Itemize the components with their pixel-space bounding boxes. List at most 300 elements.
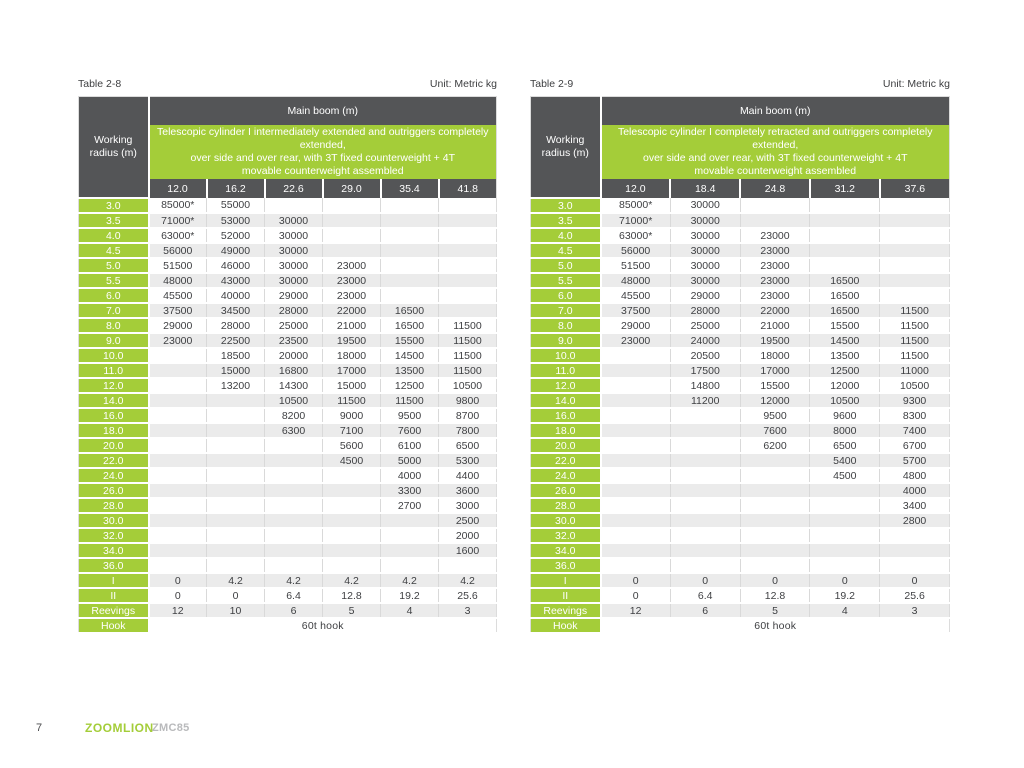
load-value-cell	[323, 198, 381, 213]
row-label: II	[531, 588, 601, 603]
load-value-cell: 28000	[265, 303, 323, 318]
row-label: 3.0	[531, 198, 601, 213]
load-value-cell	[670, 423, 740, 438]
load-value-cell	[207, 513, 265, 528]
row-label: 28.0	[531, 498, 601, 513]
table-row	[79, 273, 497, 288]
load-value-cell: 7600	[740, 423, 810, 438]
load-value-cell: 30000	[670, 198, 740, 213]
row-label: 12.0	[531, 378, 601, 393]
hook-value-cell: 60t hook	[601, 618, 950, 633]
load-value-cell	[740, 528, 810, 543]
table-row	[531, 273, 950, 288]
load-value-cell: 28000	[207, 318, 265, 333]
load-value-cell	[323, 483, 381, 498]
table-row	[79, 348, 497, 363]
boom-length-header: 12.0	[149, 179, 207, 198]
load-value-cell: 25.6	[880, 588, 950, 603]
load-value-cell: 12500	[810, 363, 880, 378]
boom-length-header: 37.6	[880, 179, 950, 198]
row-label: 10.0	[79, 348, 149, 363]
load-value-cell	[810, 228, 880, 243]
load-value-cell	[810, 198, 880, 213]
load-value-cell	[149, 453, 207, 468]
load-value-cell: 4000	[880, 483, 950, 498]
row-label: 5.0	[79, 258, 149, 273]
row-label: 18.0	[531, 423, 601, 438]
load-value-cell: 12	[601, 603, 671, 618]
load-value-cell: 28000	[670, 303, 740, 318]
load-value-cell: 1600	[439, 543, 497, 558]
load-value-cell	[880, 258, 950, 273]
load-value-cell	[810, 483, 880, 498]
row-label: 34.0	[531, 543, 601, 558]
row-label: 5.5	[531, 273, 601, 288]
row-label: 36.0	[79, 558, 149, 573]
condition-line: over side and over rear, with 3T fixed counterweight + 4T	[643, 151, 908, 164]
load-value-cell: 14500	[381, 348, 439, 363]
load-value-cell: 23000	[740, 228, 810, 243]
table-row	[531, 363, 950, 378]
load-value-cell	[207, 438, 265, 453]
load-value-cell: 19500	[740, 333, 810, 348]
load-value-cell: 30000	[670, 273, 740, 288]
load-value-cell: 22000	[323, 303, 381, 318]
load-value-cell: 8200	[265, 408, 323, 423]
load-value-cell: 8300	[880, 408, 950, 423]
load-value-cell: 19.2	[810, 588, 880, 603]
load-value-cell: 9500	[740, 408, 810, 423]
load-value-cell	[601, 543, 671, 558]
load-value-cell: 11500	[880, 348, 950, 363]
table-row	[531, 423, 950, 438]
load-value-cell	[670, 453, 740, 468]
load-value-cell	[880, 198, 950, 213]
table-row	[531, 198, 950, 213]
load-value-cell	[323, 498, 381, 513]
load-value-cell: 3400	[880, 498, 950, 513]
load-value-cell: 11500	[880, 318, 950, 333]
load-value-cell: 5700	[880, 453, 950, 468]
load-value-cell: 5600	[323, 438, 381, 453]
condition-note	[601, 125, 950, 180]
load-value-cell: 30000	[670, 258, 740, 273]
table-row	[79, 288, 497, 303]
load-value-cell: 9800	[439, 393, 497, 408]
unit-label: Unit: Metric kg	[429, 78, 497, 90]
main-boom-header: Main boom (m)	[149, 97, 497, 125]
condition-line: over side and over rear, with 3T fixed counterweight + 4T	[190, 151, 455, 164]
row-label: Reevings	[531, 603, 601, 618]
load-value-cell: 25000	[670, 318, 740, 333]
table-row	[531, 603, 950, 618]
load-value-cell	[265, 468, 323, 483]
load-value-cell: 6	[265, 603, 323, 618]
load-value-cell: 15500	[810, 318, 880, 333]
load-value-cell	[149, 483, 207, 498]
load-value-cell: 52000	[207, 228, 265, 243]
load-value-cell: 16500	[381, 318, 439, 333]
table-row	[79, 363, 497, 378]
row-label: 20.0	[79, 438, 149, 453]
table-row	[531, 453, 950, 468]
load-value-cell: 4400	[439, 468, 497, 483]
load-value-cell	[149, 498, 207, 513]
boom-length-header: 22.6	[265, 179, 323, 198]
load-value-cell	[323, 468, 381, 483]
load-value-cell: 6.4	[265, 588, 323, 603]
load-value-cell	[265, 438, 323, 453]
load-value-cell: 30000	[265, 273, 323, 288]
load-value-cell	[323, 243, 381, 258]
load-value-cell: 4.2	[381, 573, 439, 588]
load-value-cell	[323, 543, 381, 558]
load-value-cell: 10500	[265, 393, 323, 408]
load-value-cell	[323, 558, 381, 573]
table-2-8-section	[78, 78, 497, 634]
load-value-cell: 17000	[740, 363, 810, 378]
load-value-cell: 0	[880, 573, 950, 588]
load-value-cell: 13500	[810, 348, 880, 363]
row-label: 30.0	[531, 513, 601, 528]
load-value-cell	[810, 528, 880, 543]
load-chart-body	[79, 198, 497, 633]
load-value-cell: 3	[880, 603, 950, 618]
table-row	[79, 498, 497, 513]
row-label: 30.0	[79, 513, 149, 528]
table-row	[531, 468, 950, 483]
load-value-cell: 15500	[381, 333, 439, 348]
load-value-cell: 14800	[670, 378, 740, 393]
load-value-cell	[740, 498, 810, 513]
load-value-cell: 11500	[439, 333, 497, 348]
table-row	[531, 228, 950, 243]
load-value-cell: 7100	[323, 423, 381, 438]
table-row	[79, 603, 497, 618]
table-row	[531, 348, 950, 363]
row-label: 3.5	[531, 213, 601, 228]
load-value-cell	[601, 378, 671, 393]
load-value-cell: 8000	[810, 423, 880, 438]
table-row	[79, 438, 497, 453]
load-value-cell	[265, 483, 323, 498]
load-value-cell	[601, 468, 671, 483]
load-value-cell: 25.6	[439, 588, 497, 603]
load-value-cell	[149, 393, 207, 408]
load-value-cell	[740, 543, 810, 558]
load-value-cell: 14500	[810, 333, 880, 348]
load-value-cell: 71000*	[601, 213, 671, 228]
load-value-cell	[439, 558, 497, 573]
load-value-cell: 11500	[323, 393, 381, 408]
load-value-cell	[323, 513, 381, 528]
load-value-cell: 9500	[381, 408, 439, 423]
zoomlion-logo: ZOOMLION	[85, 721, 154, 735]
load-value-cell	[439, 273, 497, 288]
load-value-cell: 5400	[810, 453, 880, 468]
load-value-cell	[810, 213, 880, 228]
hook-row	[79, 618, 497, 633]
table-row	[531, 543, 950, 558]
load-value-cell: 30000	[265, 243, 323, 258]
load-value-cell: 45500	[601, 288, 671, 303]
load-value-cell: 0	[810, 573, 880, 588]
load-value-cell: 55000	[207, 198, 265, 213]
load-value-cell	[810, 498, 880, 513]
load-value-cell	[810, 243, 880, 258]
load-value-cell: 3600	[439, 483, 497, 498]
load-value-cell: 15000	[323, 378, 381, 393]
load-value-cell: 34500	[207, 303, 265, 318]
load-value-cell	[880, 288, 950, 303]
row-label: 4.0	[531, 228, 601, 243]
load-value-cell: 3300	[381, 483, 439, 498]
load-value-cell: 56000	[601, 243, 671, 258]
table-row	[531, 558, 950, 573]
table-row	[79, 378, 497, 393]
row-label: 3.5	[79, 213, 149, 228]
load-chart-body	[531, 198, 950, 633]
load-value-cell	[601, 408, 671, 423]
load-value-cell: 11500	[381, 393, 439, 408]
load-value-cell: 3000	[439, 498, 497, 513]
load-value-cell	[265, 513, 323, 528]
table-row	[79, 423, 497, 438]
load-value-cell: 11500	[439, 318, 497, 333]
load-value-cell: 20500	[670, 348, 740, 363]
load-value-cell: 0	[207, 588, 265, 603]
page-number: 7	[36, 722, 43, 734]
row-label: 22.0	[79, 453, 149, 468]
table-row	[531, 258, 950, 273]
load-value-cell: 15500	[740, 378, 810, 393]
boom-length-header: 31.2	[810, 179, 880, 198]
load-value-cell	[149, 558, 207, 573]
load-value-cell: 9000	[323, 408, 381, 423]
load-value-cell: 29000	[149, 318, 207, 333]
table-caption-row	[530, 78, 950, 90]
load-value-cell: 4	[381, 603, 439, 618]
load-value-cell	[149, 543, 207, 558]
load-value-cell	[601, 423, 671, 438]
boom-length-header: 24.8	[740, 179, 810, 198]
table-row	[531, 588, 950, 603]
load-value-cell	[381, 198, 439, 213]
load-value-cell	[601, 513, 671, 528]
load-value-cell	[601, 558, 671, 573]
row-label: 24.0	[79, 468, 149, 483]
load-value-cell: 0	[740, 573, 810, 588]
table-row	[79, 393, 497, 408]
load-value-cell: 6.4	[670, 588, 740, 603]
load-value-cell	[439, 228, 497, 243]
row-label: 24.0	[531, 468, 601, 483]
row-label: 32.0	[531, 528, 601, 543]
load-value-cell: 8700	[439, 408, 497, 423]
load-value-cell: 29000	[265, 288, 323, 303]
load-value-cell	[381, 273, 439, 288]
table-row	[79, 513, 497, 528]
load-value-cell: 7400	[880, 423, 950, 438]
load-value-cell	[740, 558, 810, 573]
load-value-cell: 30000	[265, 213, 323, 228]
load-value-cell: 63000*	[149, 228, 207, 243]
boom-length-header: 18.4	[670, 179, 740, 198]
load-value-cell: 4500	[323, 453, 381, 468]
load-value-cell: 23000	[323, 288, 381, 303]
table-row	[79, 198, 497, 213]
table-row	[79, 483, 497, 498]
load-value-cell	[880, 528, 950, 543]
main-boom-header: Main boom (m)	[601, 97, 950, 125]
hook-row-label: Hook	[531, 618, 601, 633]
load-value-cell: 24000	[670, 333, 740, 348]
load-value-cell: 16500	[381, 303, 439, 318]
load-value-cell: 7600	[381, 423, 439, 438]
row-label: 16.0	[531, 408, 601, 423]
table-row	[79, 528, 497, 543]
load-value-cell	[740, 468, 810, 483]
load-value-cell	[740, 483, 810, 498]
load-value-cell: 6500	[810, 438, 880, 453]
table-row	[531, 438, 950, 453]
load-value-cell: 22500	[207, 333, 265, 348]
load-value-cell	[601, 498, 671, 513]
row-label: Reevings	[79, 603, 149, 618]
condition-line: Telescopic cylinder I completely retracted and outriggers completely extended,	[617, 125, 933, 151]
load-value-cell	[207, 423, 265, 438]
table-row	[79, 558, 497, 573]
load-value-cell: 12.8	[740, 588, 810, 603]
load-value-cell: 4.2	[323, 573, 381, 588]
row-label: 8.0	[531, 318, 601, 333]
table-row	[79, 468, 497, 483]
load-value-cell	[207, 528, 265, 543]
row-label: 7.0	[79, 303, 149, 318]
load-value-cell: 23000	[149, 333, 207, 348]
load-value-cell	[265, 543, 323, 558]
table-row	[531, 243, 950, 258]
table-2-9-section	[530, 78, 950, 634]
working-radius-header: Working radius (m)	[79, 97, 149, 199]
load-value-cell: 6500	[439, 438, 497, 453]
load-value-cell	[149, 528, 207, 543]
load-value-cell	[265, 198, 323, 213]
row-label: 7.0	[531, 303, 601, 318]
load-value-cell	[740, 198, 810, 213]
table-row	[79, 228, 497, 243]
load-value-cell: 15000	[207, 363, 265, 378]
table-row	[531, 573, 950, 588]
row-label: 4.5	[79, 243, 149, 258]
load-value-cell: 4800	[880, 468, 950, 483]
table-caption-row	[78, 78, 497, 90]
load-value-cell: 85000*	[601, 198, 671, 213]
load-value-cell	[149, 363, 207, 378]
table-row	[531, 483, 950, 498]
load-value-cell: 71000*	[149, 213, 207, 228]
load-value-cell: 6200	[740, 438, 810, 453]
load-value-cell: 12	[149, 603, 207, 618]
load-value-cell: 29000	[670, 288, 740, 303]
load-value-cell: 2700	[381, 498, 439, 513]
load-value-cell: 11500	[439, 363, 497, 378]
load-value-cell	[670, 528, 740, 543]
load-value-cell: 85000*	[149, 198, 207, 213]
load-value-cell	[810, 258, 880, 273]
load-value-cell: 29000	[601, 318, 671, 333]
row-label: 34.0	[79, 543, 149, 558]
load-value-cell	[601, 363, 671, 378]
table-row	[79, 543, 497, 558]
load-value-cell: 4.2	[439, 573, 497, 588]
load-value-cell	[149, 468, 207, 483]
load-value-cell	[670, 558, 740, 573]
row-label: 16.0	[79, 408, 149, 423]
table-row	[531, 318, 950, 333]
table-row	[531, 408, 950, 423]
load-value-cell	[670, 438, 740, 453]
load-value-cell: 18000	[323, 348, 381, 363]
load-value-cell: 10500	[439, 378, 497, 393]
load-value-cell: 2500	[439, 513, 497, 528]
row-label: 26.0	[531, 483, 601, 498]
load-value-cell	[880, 543, 950, 558]
load-value-cell: 11500	[880, 333, 950, 348]
load-value-cell: 5	[323, 603, 381, 618]
load-value-cell: 37500	[601, 303, 671, 318]
load-value-cell	[265, 558, 323, 573]
row-label: 32.0	[79, 528, 149, 543]
table-row	[531, 513, 950, 528]
table-row	[531, 303, 950, 318]
row-label: 8.0	[79, 318, 149, 333]
load-value-cell: 5300	[439, 453, 497, 468]
load-value-cell	[670, 513, 740, 528]
load-value-cell: 2000	[439, 528, 497, 543]
load-value-cell: 10500	[880, 378, 950, 393]
table-row	[531, 288, 950, 303]
row-label: 22.0	[531, 453, 601, 468]
load-value-cell	[439, 243, 497, 258]
load-value-cell: 51500	[149, 258, 207, 273]
load-value-cell: 16800	[265, 363, 323, 378]
load-value-cell	[323, 213, 381, 228]
table-row	[79, 318, 497, 333]
table-row	[79, 213, 497, 228]
load-value-cell: 4500	[810, 468, 880, 483]
load-value-cell: 11000	[880, 363, 950, 378]
load-value-cell	[601, 483, 671, 498]
load-value-cell: 0	[670, 573, 740, 588]
load-value-cell: 4.2	[265, 573, 323, 588]
load-value-cell: 6	[670, 603, 740, 618]
load-value-cell	[880, 273, 950, 288]
row-label: 9.0	[79, 333, 149, 348]
load-value-cell: 49000	[207, 243, 265, 258]
row-label: 6.0	[79, 288, 149, 303]
row-label: II	[79, 588, 149, 603]
load-value-cell	[670, 483, 740, 498]
load-value-cell: 17000	[323, 363, 381, 378]
load-value-cell: 4000	[381, 468, 439, 483]
row-label: 11.0	[79, 363, 149, 378]
load-value-cell: 40000	[207, 288, 265, 303]
row-label: 9.0	[531, 333, 601, 348]
load-value-cell	[439, 258, 497, 273]
load-value-cell: 19500	[323, 333, 381, 348]
load-value-cell: 6100	[381, 438, 439, 453]
